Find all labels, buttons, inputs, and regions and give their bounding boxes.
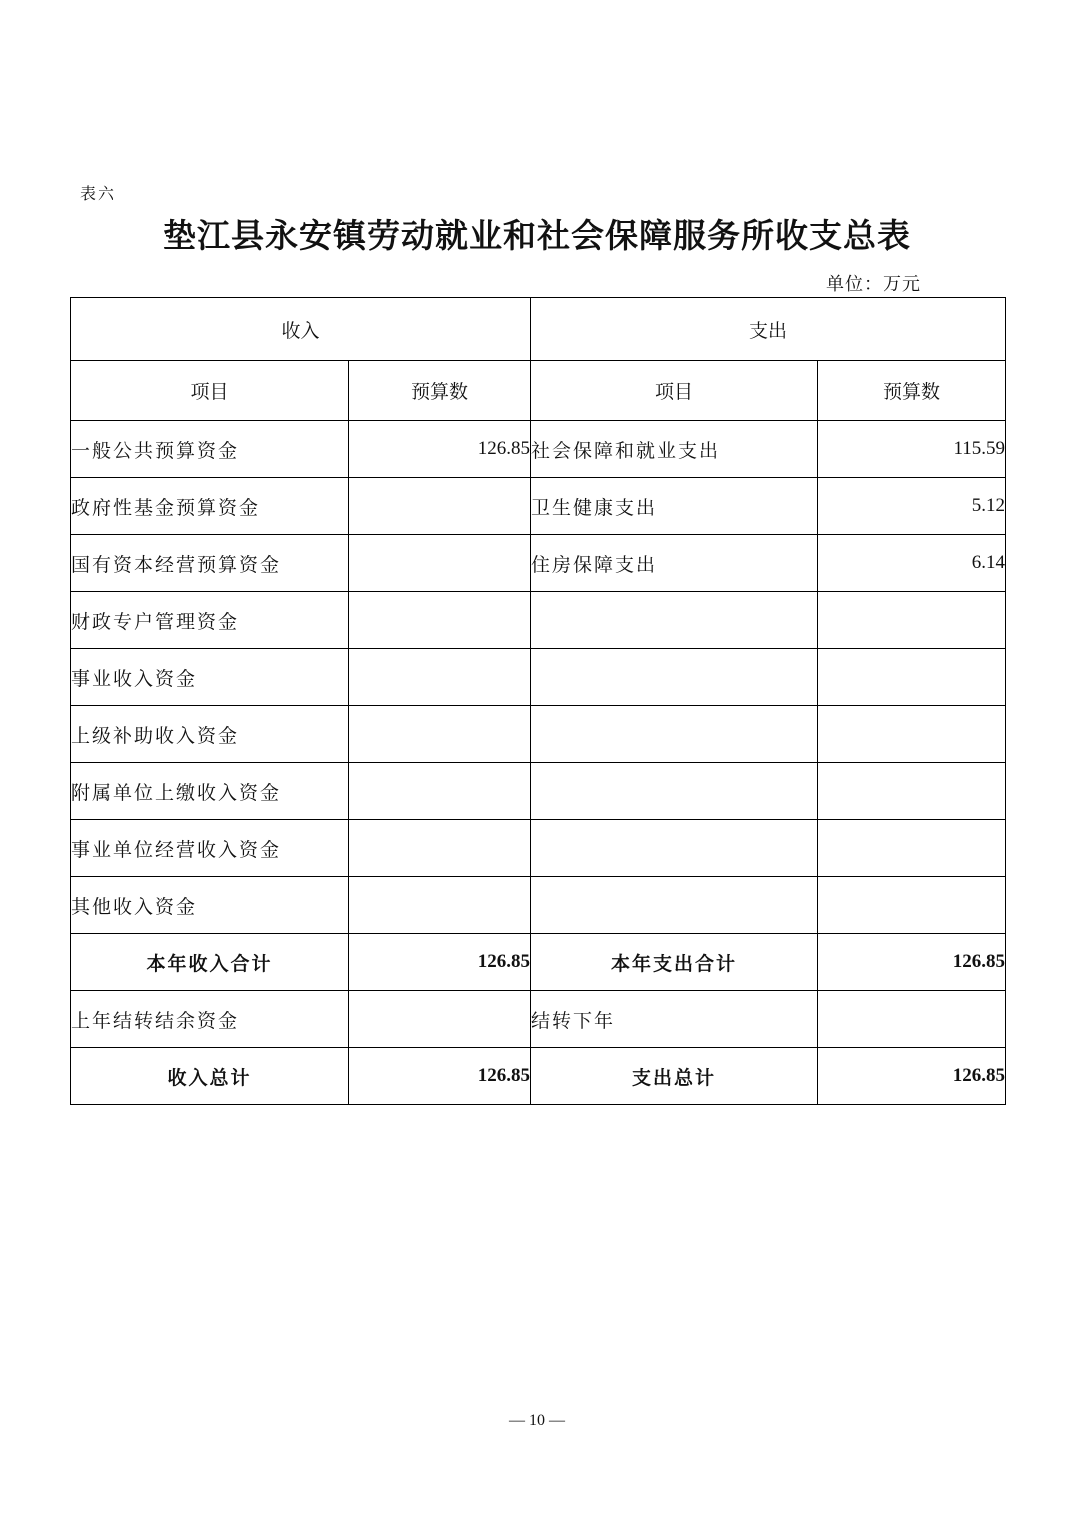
expense-item [531, 706, 818, 763]
table-label: 表六 [80, 184, 117, 203]
income-item: 国有资本经营预算资金 [71, 535, 349, 592]
income-item: 其他收入资金 [71, 877, 349, 934]
expense-amount [818, 592, 1006, 649]
expense-amount [818, 649, 1006, 706]
expense-amount: 115.59 [818, 421, 1006, 478]
income-amount [349, 706, 531, 763]
table-row [71, 763, 1006, 820]
income-budget-header: 预算数 [349, 361, 531, 421]
expense-item [531, 820, 818, 877]
income-amount [349, 649, 531, 706]
income-item: 财政专户管理资金 [71, 592, 349, 649]
income-subtotal-amount: 126.85 [349, 934, 531, 991]
expense-total-label: 支出总计 [531, 1048, 818, 1105]
income-amount [349, 877, 531, 934]
page-number: — 10 — [509, 1412, 565, 1429]
income-total-label: 收入总计 [71, 1048, 349, 1105]
expense-item: 社会保障和就业支出 [531, 421, 818, 478]
expense-subtotal-label: 本年支出合计 [531, 934, 818, 991]
expense-amount: 6.14 [818, 535, 1006, 592]
table-row [71, 991, 1006, 1048]
income-total-amount: 126.85 [349, 1048, 531, 1105]
income-item: 上年结转结余资金 [71, 991, 349, 1048]
expense-budget-header: 预算数 [818, 361, 1006, 421]
expense-amount: 5.12 [818, 478, 1006, 535]
income-item-header: 项目 [71, 361, 349, 421]
expense-total-amount: 126.85 [818, 1048, 1006, 1105]
income-amount [349, 592, 531, 649]
table-row [71, 421, 1006, 478]
table-row [71, 877, 1006, 934]
page-title: 垫江县永安镇劳动就业和社会保障服务所收支总表 [163, 216, 911, 255]
income-header: 收入 [71, 298, 531, 361]
income-amount: 126.85 [349, 421, 531, 478]
expense-item [531, 763, 818, 820]
income-item: 上级补助收入资金 [71, 706, 349, 763]
subtotal-row [71, 934, 1006, 991]
unit-label: 单位：万元 [826, 274, 921, 295]
table-row [71, 649, 1006, 706]
expense-amount [818, 763, 1006, 820]
expense-item-header: 项目 [531, 361, 818, 421]
expense-subtotal-amount: 126.85 [818, 934, 1006, 991]
income-item: 事业收入资金 [71, 649, 349, 706]
expense-amount [818, 820, 1006, 877]
income-subtotal-label: 本年收入合计 [71, 934, 349, 991]
budget-summary-table [70, 297, 1006, 1105]
income-amount [349, 535, 531, 592]
income-amount [349, 478, 531, 535]
income-item: 一般公共预算资金 [71, 421, 349, 478]
total-row [71, 1048, 1006, 1105]
expense-header: 支出 [531, 298, 1006, 361]
expense-item: 结转下年 [531, 991, 818, 1048]
expense-item [531, 877, 818, 934]
income-amount [349, 820, 531, 877]
income-item: 附属单位上缴收入资金 [71, 763, 349, 820]
expense-amount [818, 706, 1006, 763]
expense-item [531, 649, 818, 706]
table-header-row [71, 298, 1006, 361]
table-row [71, 592, 1006, 649]
expense-amount [818, 877, 1006, 934]
income-item: 政府性基金预算资金 [71, 478, 349, 535]
income-amount [349, 991, 531, 1048]
table-row [71, 535, 1006, 592]
income-item: 事业单位经营收入资金 [71, 820, 349, 877]
income-amount [349, 763, 531, 820]
table-row [71, 820, 1006, 877]
expense-item: 住房保障支出 [531, 535, 818, 592]
table-row [71, 706, 1006, 763]
table-row [71, 478, 1006, 535]
column-header-row [71, 361, 1006, 421]
expense-item [531, 592, 818, 649]
expense-amount [818, 991, 1006, 1048]
expense-item: 卫生健康支出 [531, 478, 818, 535]
